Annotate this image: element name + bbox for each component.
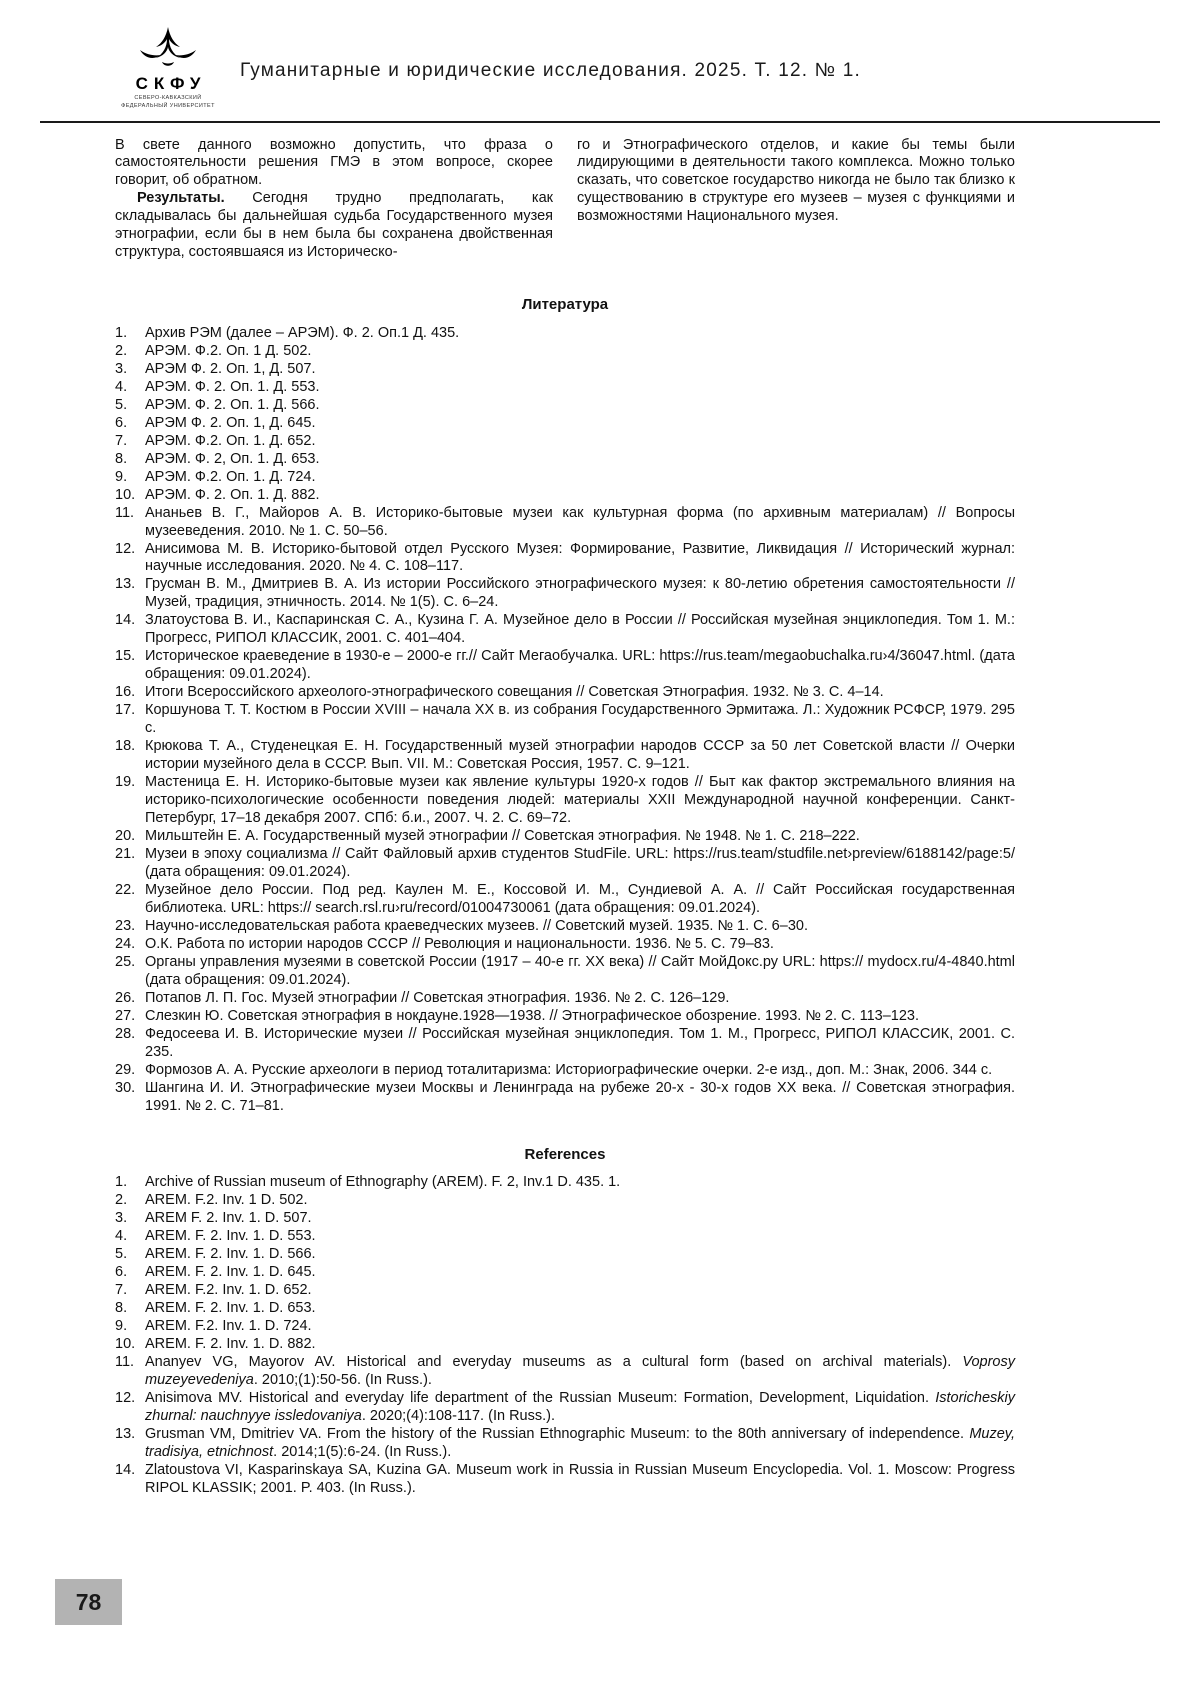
reference-text [145,1336,1015,1354]
page-content [115,137,1015,1498]
literatura-list [115,325,1015,1116]
university-logo [118,26,218,111]
text-run: Grusman VM, Dmitriev VA. From the history of the Russian Ethnographic Museum: to the 80th anniversary of independence. [145,1425,970,1442]
reference-number: 12. [115,540,136,557]
reference-item [115,1426,1015,1462]
reference-text: Музеи в эпоху социализма // Сайт Файловый архив студентов StudFile. URL: https://rus.team/studfile.net›preview/6188142/page:5/ (дата обращения: 09.01.2024). [145,845,1015,880]
reference-item [115,1282,1015,1300]
reference-text [145,1264,1015,1282]
reference-number: 24. [115,935,136,952]
reference-text: О.К. Работа по истории народов СССР // Революция и национальности. 1936. № 5. С. 79–83. [145,935,774,952]
body-text [115,137,1015,263]
reference-text: Мильштейн Е. А. Государственный музей этнографии // Советская этнография. № 1948. № 1. С. 218–222. [145,828,860,844]
page-header [0,0,1200,111]
reference-item [115,936,1015,954]
reference-text: Грусман В. М., Дмитриев В. А. Из истории Российского этнографического музея: к 80-летию обретения самостоятельности // Музей, традиция, этничность. 2014. № 1(5). С. 6–24. [145,576,1015,611]
reference-item [115,1062,1015,1080]
reference-number: 26. [115,989,136,1006]
reference-text: АРЭМ. Ф.2. Оп. 1 Д. 502. [145,342,312,359]
reference-item [115,1192,1015,1210]
reference-number: 10. [115,1335,136,1352]
text-run: AREM F. 2. Inv. 1. D. 507. [145,1210,312,1227]
paragraph [115,137,553,191]
reference-item [115,361,1015,379]
reference-item [115,379,1015,397]
reference-text: Анисимова М. В. Историко-бытовой отдел Русского Музея: Формирование, Развитие, Ликвидация // Исторический журнал: научные исследования. 2020. № 4. С. 108–117. [145,540,1015,575]
reference-item [115,1300,1015,1318]
reference-text [145,1228,1015,1246]
reference-item [115,505,1015,541]
reference-number: 28. [115,1025,136,1042]
reference-number: 7. [115,432,128,449]
reference-text [145,1354,1015,1390]
reference-text [145,1174,1015,1192]
reference-text [145,1462,1015,1498]
reference-text: Мастеница Е. Н. Историко-бытовые музеи как явление культуры 1920-х годов // Быт как фактор экстремального влияния на историко-психологические особенности поведения людей: материалы XXII Международной научной конференции. Санкт-Петербург, 17–18 декабря 2007. СПб: б.и., 2007. Ч. 2. С. 69–72. [145,774,1015,827]
reference-item [115,1462,1015,1498]
text-run: Zlatoustova VI, Kasparinskaya SA, Kuzina GA. Museum work in Russia in Russian Museum Encyclopedia. Vol. 1. Moscow: Progress RIPOL KLASSIK; 2001. P. 403. (In Russ.). [145,1461,1015,1496]
reference-item [115,541,1015,577]
header-divider [40,121,1160,123]
italic-run: Istoricheskiy zhurnal: nauchnyye issledovaniya [145,1389,1015,1424]
paragraph [115,190,553,262]
paragraph [577,137,1015,227]
reference-number: 6. [115,1263,128,1280]
reference-text: АРЭМ. Ф. 2, Оп. 1. Д. 653. [145,450,320,467]
reference-text: АРЭМ. Ф. 2. Оп. 1. Д. 553. [145,378,320,395]
reference-number: 9. [115,468,128,485]
text-run: Ananyev VG, Mayorov AV. Historical and everyday museums as a cultural form (based on archival materials). [145,1353,963,1370]
reference-item [115,576,1015,612]
reference-text [145,1192,1015,1210]
reference-text: Итоги Всероссийского археолого-этнографического совещания // Советская Этнография. 1932. № 3. С. 4–14. [145,684,884,701]
reference-number: 11. [115,1353,135,1370]
reference-text: Слезкин Ю. Советская этнография в нокдауне.1928—1938. // Этнографическое обозрение. 1993. № 2. С. 113–123. [145,1007,919,1024]
reference-item [115,918,1015,936]
reference-item [115,684,1015,702]
reference-number: 13. [115,1425,136,1442]
reference-number: 23. [115,917,136,934]
logo-subtitle-line2: ФЕДЕРАЛЬНЫЙ УНИВЕРСИТЕТ [121,103,215,110]
reference-number: 5. [115,1245,128,1262]
reference-item [115,397,1015,415]
reference-text [145,1390,1015,1426]
reference-item [115,1318,1015,1336]
reference-number: 22. [115,881,136,898]
reference-item [115,612,1015,648]
text-run: AREM. F. 2. Inv. 1. D. 553. [145,1228,316,1244]
reference-item [115,1264,1015,1282]
reference-text: Крюкова Т. А., Студенецкая Е. Н. Государственный музей этнографии народов СССР за 50 лет Советской власти // Очерки истории музейного дела в СССР. Вып. VII. М.: Советская Россия, 1957. С. 9–121. [145,738,1015,773]
reference-number: 21. [115,845,136,862]
reference-text: Формозов А. А. Русские археологи в период тоталитаризма: Историографические очерки. 2-е изд., доп. М.: Знак, 2006. 344 с. [145,1061,993,1078]
reference-text: Федосеева И. В. Исторические музеи // Российская музейная энциклопедия. Том 1. М., Прогресс, РИПОЛ КЛАССИК, 2001. С. 235. [145,1025,1015,1060]
logo-acronym: СКФУ [135,74,207,93]
reference-number: 10. [115,486,136,503]
reference-number: 12. [115,1389,136,1406]
reference-text [145,1246,1015,1264]
page-number-box [55,1579,122,1625]
reference-number: 17. [115,702,136,719]
reference-number: 16. [115,684,136,701]
reference-number: 30. [115,1079,136,1096]
references-heading: References [524,1145,606,1163]
text-run: . 2010;(1):50-56. (In Russ.). [253,1371,432,1388]
reference-number: 3. [115,360,128,377]
left-column [115,137,553,263]
reference-number: 15. [115,648,136,665]
reference-number: 2. [115,342,128,359]
reference-number: 13. [115,576,136,593]
text-run: AREM. F. 2. Inv. 1. D. 653. [145,1299,316,1316]
reference-text [145,1282,1015,1300]
reference-text [145,1426,1015,1462]
reference-number: 8. [115,1299,128,1316]
bold-run: Результаты. [137,190,225,207]
reference-text: АРЭМ. Ф.2. Оп. 1. Д. 724. [145,468,316,485]
reference-number: 4. [115,1228,128,1244]
reference-text: Шангина И. И. Этнографические музеи Москвы и Ленинграда на рубеже 20-х - 30-х годов XX века. // Советская этнография. 1991. № 2. С. 71–81. [145,1079,1015,1114]
reference-item [115,648,1015,684]
eagle-icon [132,26,204,72]
reference-text: Историческое краеведение в 1930-е – 2000-е гг.// Сайт Мегаобучалка. URL: https://rus.team/megaobuchalka.ru›4/36047.html. (дата обращения: 09.01.2024). [145,648,1015,683]
reference-text: Органы управления музеями в советской России (1917 – 40-е гг. XX века) // Сайт МойДокс.ру URL: https:// mydocx.ru/4-4840.html (дата обращения: 09.01.2024). [145,953,1015,988]
text-run: Сегодня трудно предполагать, как складывалась бы дальнейшая судьба Государственного музея этнографии, если бы в нем была бы сохранена двойственная структура, состоявшаяся из Историческо- [115,190,553,261]
reference-text: Музейное дело России. Под ред. Каулен М. Е., Коссовой И. М., Сундиевой А. А. // Сайт Российская государственная библиотека. URL: https:// search.rsl.ru›ru/record/01004730061 (дата обращения: 09.01.2024). [145,881,1015,916]
reference-text: АРЭМ Ф. 2. Оп. 1, Д. 507. [145,360,316,377]
reference-item [115,828,1015,846]
reference-number: 14. [115,612,136,629]
reference-text: Златоустова В. И., Каспаринская С. А., Кузина Г. А. Музейное дело в России // Российская музейная энциклопедия. Том 1. М.: Прогресс, РИПОЛ КЛАССИК, 2001. С. 401–404. [145,612,1015,647]
reference-item [115,1228,1015,1246]
reference-item [115,774,1015,828]
text-run: го и Этнографического отделов, и какие бы темы были лидирующими в деятельности такого комплекса. Можно только сказать, что советское государство никогда не было так близко к существованию в структуре его музеев – музея с функциями и возможностями Национального музея. [577,136,1015,225]
reference-number: 14. [115,1461,136,1478]
reference-item [115,343,1015,361]
reference-number: 20. [115,828,136,844]
reference-item [115,738,1015,774]
reference-item [115,1026,1015,1062]
reference-text: Архив РЭМ (далее – АРЭМ). Ф. 2. Оп.1 Д. 435. [145,324,460,341]
reference-number: 8. [115,450,128,467]
text-run: AREM. F. 2. Inv. 1. D. 645. [145,1263,316,1280]
reference-number: 6. [115,414,128,431]
logo-subtitle-line1: СЕВЕРО-КАВКАЗСКИЙ [134,95,202,101]
reference-number: 7. [115,1281,128,1298]
reference-number: 1. [115,1174,128,1191]
reference-number: 19. [115,774,136,791]
reference-number: 29. [115,1061,136,1078]
reference-item [115,846,1015,882]
right-column [577,137,1015,263]
reference-item [115,415,1015,433]
text-run: В свете данного возможно допустить, что фраза о самостоятельности решения ГМЭ в этом вопросе, скорее говорит, об обратном. [115,136,553,189]
reference-item [115,1080,1015,1116]
reference-item [115,325,1015,343]
reference-number: 9. [115,1317,128,1334]
journal-title: Гуманитарные и юридические исследования. 2025. Т. 12. № 1. [240,60,861,82]
text-run: AREM. F. 2. Inv. 1. D. 882. [145,1335,316,1352]
text-run: . 2014;1(5):6-24. (In Russ.). [273,1443,452,1460]
reference-item [115,1390,1015,1426]
reference-item [115,451,1015,469]
text-run: AREM. F.2. Inv. 1 D. 502. [145,1192,308,1209]
reference-item [115,1246,1015,1264]
reference-item [115,469,1015,487]
reference-number: 27. [115,1007,136,1024]
reference-item [115,487,1015,505]
literatura-heading: Литература [521,296,609,314]
italic-run: Voprosy muzeyevedeniya [145,1353,1015,1388]
reference-number: 1. [115,324,128,341]
reference-number: 11. [115,504,135,521]
text-run: AREM. F.2. Inv. 1. D. 724. [145,1317,312,1334]
reference-text [145,1318,1015,1336]
reference-number: 4. [115,378,128,395]
reference-number: 2. [115,1192,128,1209]
reference-number: 18. [115,738,136,755]
references-list [115,1174,1015,1497]
reference-item [115,1354,1015,1390]
reference-number: 3. [115,1210,128,1227]
reference-number: 5. [115,396,128,413]
reference-number: 25. [115,953,136,970]
reference-text [145,1210,1015,1228]
reference-text: АРЭМ. Ф. 2. Оп. 1. Д. 882. [145,486,320,503]
text-run: Archive of Russian museum of Ethnography (AREM). F. 2, Inv.1 D. 435. 1. [145,1174,621,1191]
text-run: . 2020;(4):108-117. (In Russ.). [361,1407,555,1424]
reference-text [145,1300,1015,1318]
reference-text: Ананьев В. Г., Майоров А. В. Историко-бытовые музеи как культурная форма (по архивным материалам) // Вопросы музееведения. 2010. № 1. С. 50–56. [145,504,1015,539]
reference-item [115,882,1015,918]
reference-item [115,1008,1015,1026]
reference-text: Коршунова Т. Т. Костюм в России XVIII – начала XX в. из собрания Государственного Эрмитажа. Л.: Художник РСФСР, 1979. 295 с. [145,702,1015,737]
reference-item [115,702,1015,738]
reference-text: АРЭМ. Ф.2. Оп. 1. Д. 652. [145,432,316,449]
reference-text: АРЭМ Ф. 2. Оп. 1, Д. 645. [145,414,316,431]
reference-text: АРЭМ. Ф. 2. Оп. 1. Д. 566. [145,396,320,413]
text-run: Anisimova MV. Historical and everyday life department of the Russian Museum: Formation, Development, Liquidation. [145,1389,936,1406]
reference-item [115,1174,1015,1192]
reference-item [115,990,1015,1008]
text-run: AREM. F. 2. Inv. 1. D. 566. [145,1245,316,1262]
reference-item [115,433,1015,451]
reference-item [115,954,1015,990]
reference-text: Научно-исследовательская работа краеведческих музеев. // Советский музей. 1935. № 1. С. 6–30. [145,917,808,934]
reference-text: Потапов Л. П. Гос. Музей этнографии // Советская этнография. 1936. № 2. С. 126–129. [145,989,730,1006]
italic-run: Muzey, tradisiya, etnichnost [145,1425,1015,1460]
reference-item [115,1210,1015,1228]
page-number: 78 [75,1588,102,1615]
reference-item [115,1336,1015,1354]
text-run: AREM. F.2. Inv. 1. D. 652. [145,1281,312,1298]
